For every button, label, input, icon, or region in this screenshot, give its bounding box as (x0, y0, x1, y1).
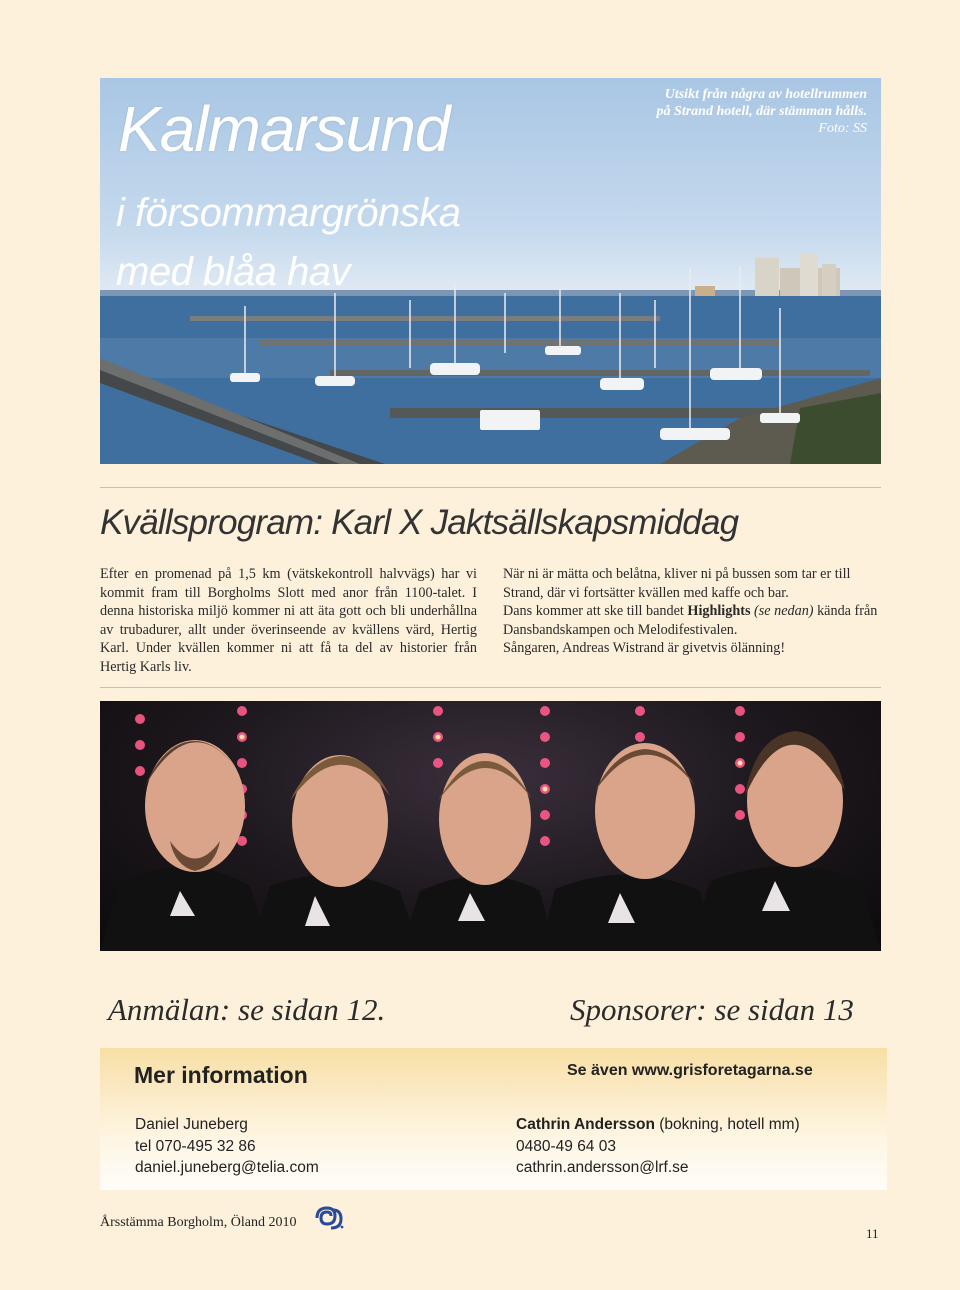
info-box (100, 1048, 887, 1190)
photo-caption (617, 86, 867, 137)
band-photo (100, 701, 881, 951)
caption-line2: på Strand hotell, där stämman hålls. (656, 104, 867, 119)
organization-logo-icon (314, 1206, 344, 1230)
band-name: Highlights (687, 603, 751, 620)
caption-line1: Utsikt från några av hotellrummen (664, 87, 867, 102)
right-paragraph-2 (503, 602, 881, 639)
anmalan-link[interactable]: Anmälan: se sidan 12. (108, 992, 386, 1027)
contact-phone: tel 070-495 32 86 (135, 1137, 256, 1155)
right-paragraph-1: När ni är mätta och belåtna, kliver ni på bussen som tar er till Strand, där vi fortsätter kvällen med kaffe och bar. (503, 566, 851, 601)
hero-title: Kalmarsund (118, 93, 450, 165)
contact-name: Cathrin Andersson (516, 1116, 655, 1133)
band-text-b: kända från Dansbandskampen och Melodifestivalen. (503, 603, 878, 638)
contact-daniel (135, 1114, 319, 1179)
info-heading: Mer information (134, 1062, 308, 1088)
right-column (503, 565, 881, 658)
divider-middle (100, 687, 881, 688)
see-also-link[interactable]: Se även www.grisforetagarna.se (567, 1062, 813, 1079)
contact-role: (bokning, hotell mm) (654, 1116, 800, 1133)
left-column (100, 565, 477, 677)
divider-top (100, 487, 881, 488)
band-note: (se nedan) (754, 603, 814, 620)
left-paragraph: Efter en promenad på 1,5 km (vätskekontroll halvvägs) har vi kommit fram till Borgholms Slott med anor från 1100-talet. I denna historiska miljö kommer ni att äta gott och bli underhållna av trubadurer, allt under överinseende av kvällens värd, Hertig Karl. Under kvällen kommer ni att få ta del av historier från Hertig Karls liv. (100, 566, 477, 675)
contact-email[interactable]: daniel.juneberg@telia.com (135, 1159, 319, 1176)
hero-subtitle-line1: i försommargrönska (116, 191, 461, 235)
band-illustration (100, 701, 881, 951)
hero-subtitle-line2: med blåa hav (116, 250, 351, 294)
sponsorer-link[interactable]: Sponsorer: se sidan 13 (570, 992, 854, 1027)
contact-name: Daniel Juneberg (135, 1116, 248, 1133)
harbor-photo (100, 78, 881, 464)
section-heading: Kvällsprogram: Karl X Jaktsällskapsmiddag (100, 503, 739, 542)
band-text-a: Dans kommer att ske till bandet (503, 603, 688, 620)
footer-event: Årsstämma Borgholm, Öland 2010 (100, 1215, 297, 1230)
contact-email[interactable]: cathrin.andersson@lrf.se (516, 1159, 689, 1176)
right-paragraph-3: Sångaren, Andreas Wistrand är givetvis ölänning! (503, 640, 786, 657)
contact-phone: 0480-49 64 03 (516, 1137, 616, 1155)
page-number: 11 (866, 1226, 879, 1241)
photo-credit: Foto: SS (818, 121, 867, 136)
contact-cathrin (516, 1114, 800, 1179)
